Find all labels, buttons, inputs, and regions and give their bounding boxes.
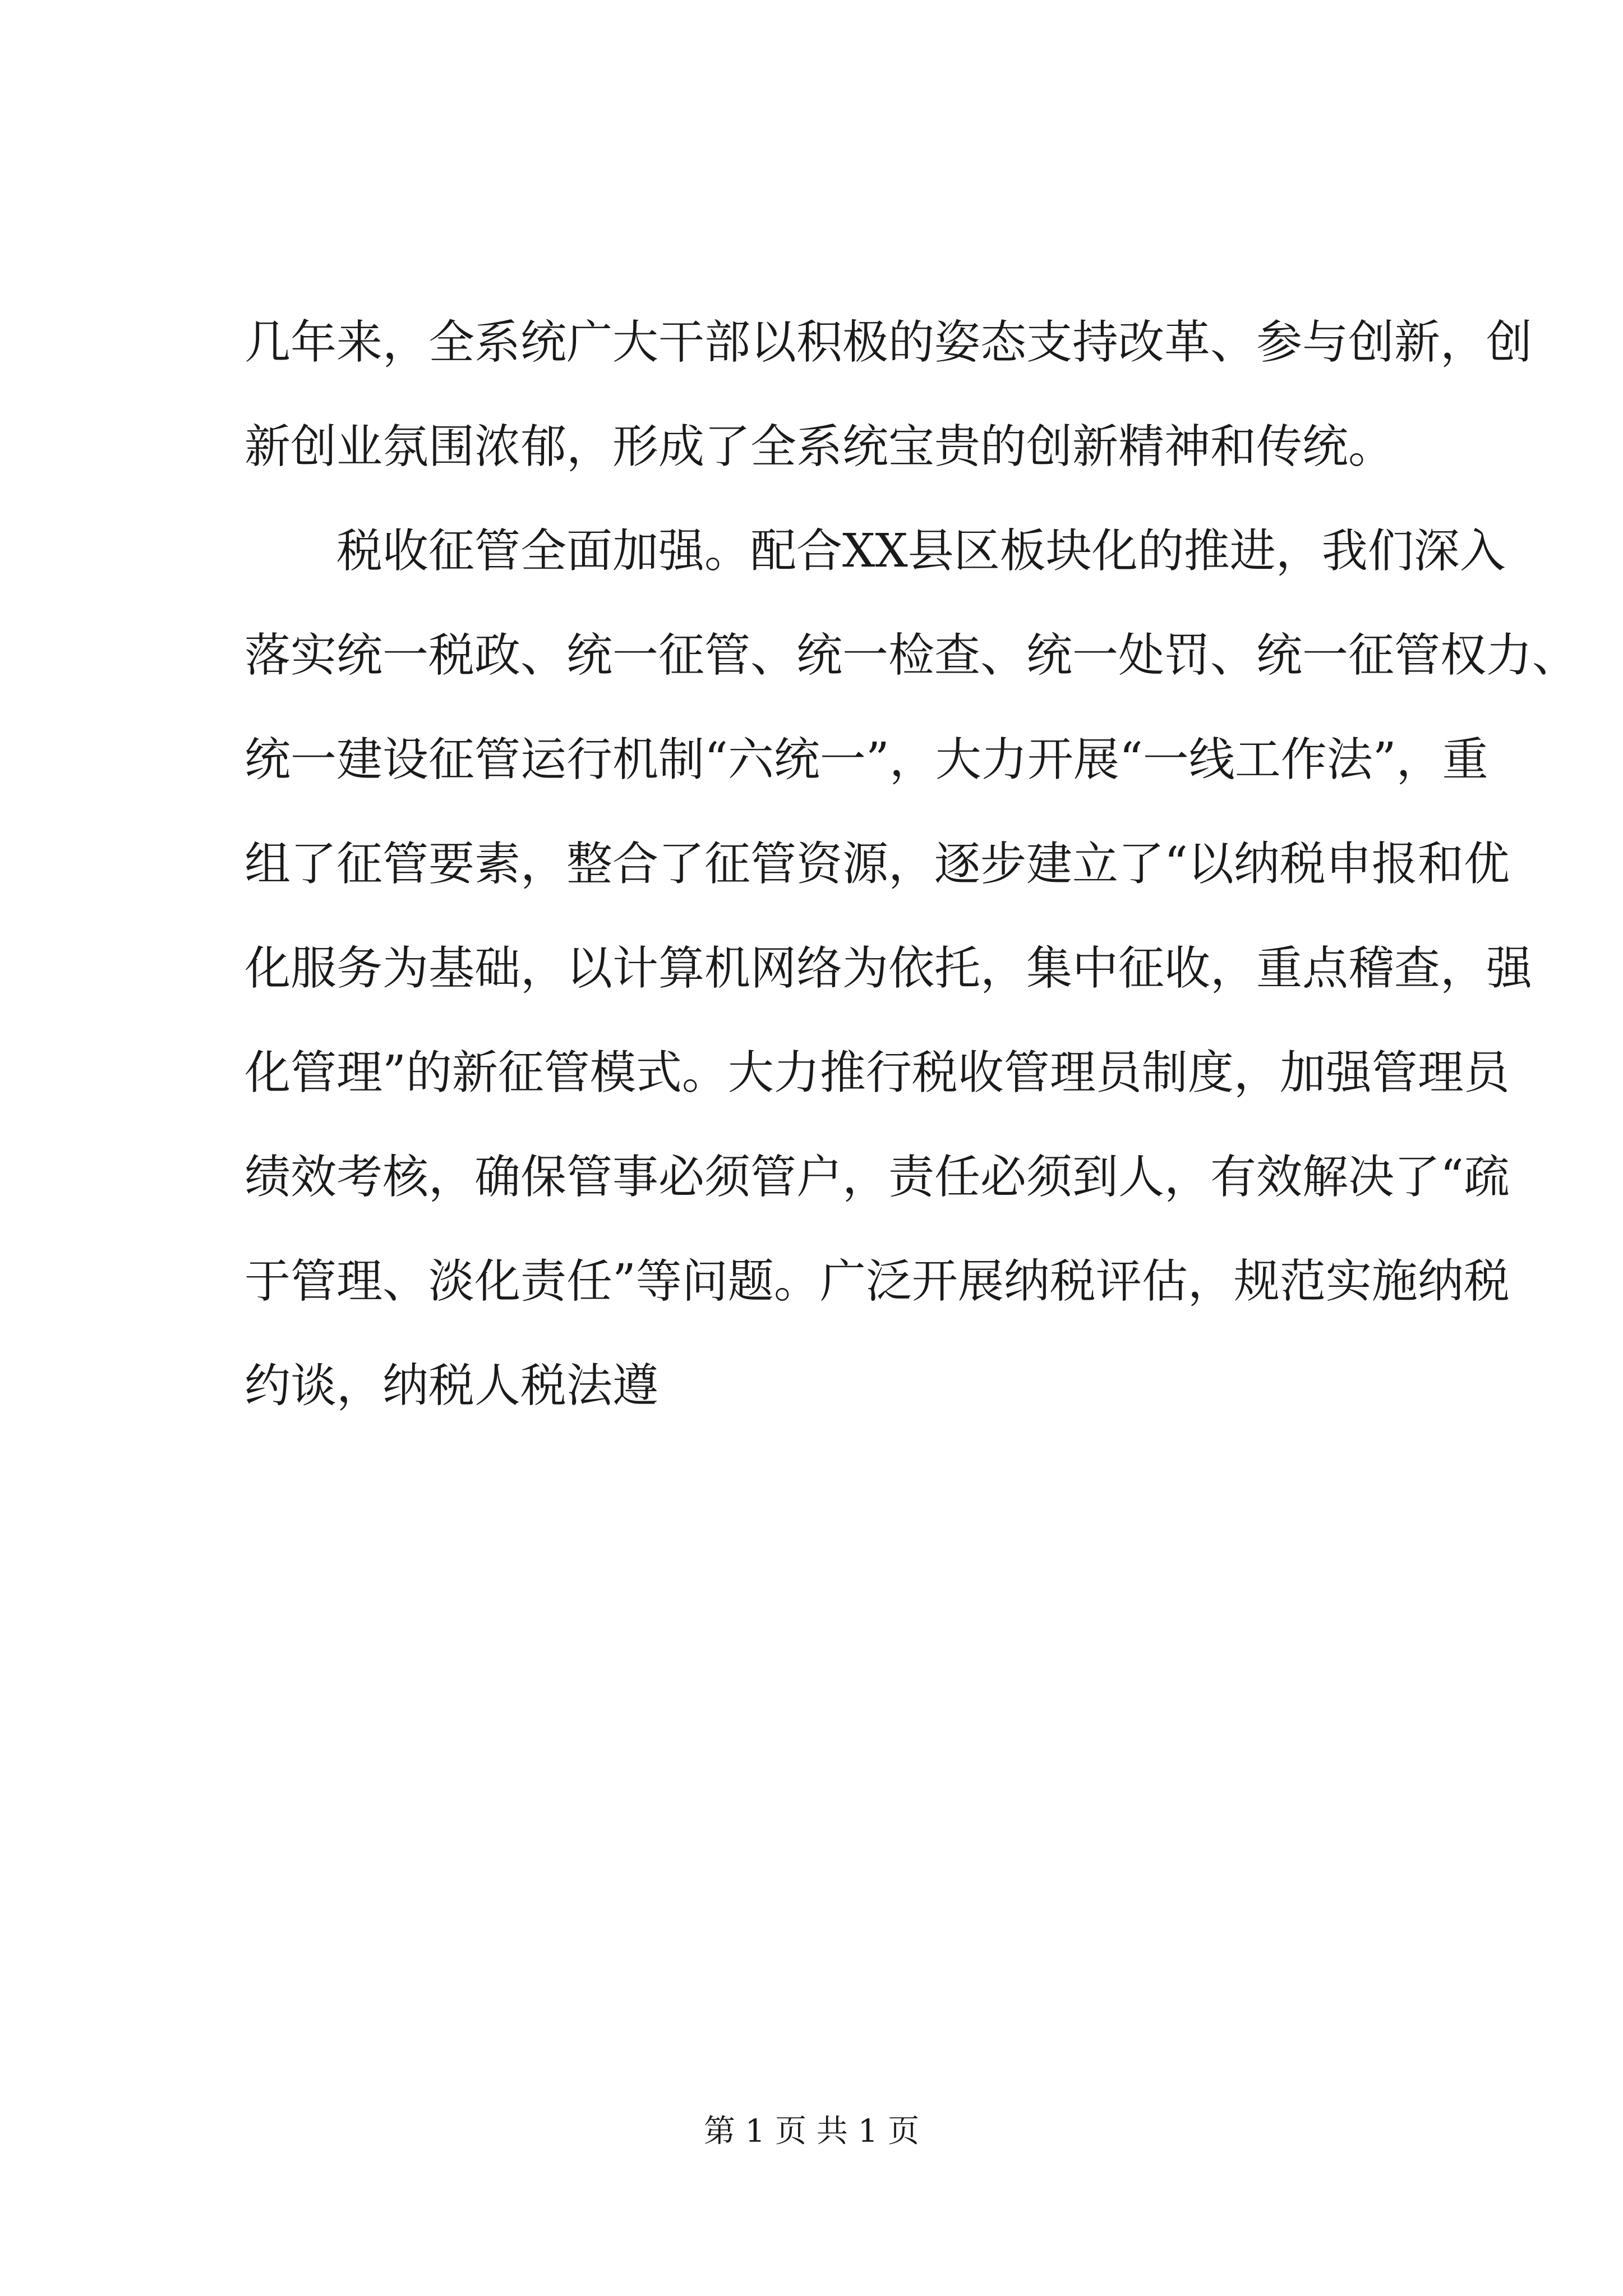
paragraph-2-line-5: 化服务为基础，以计算机网络为依托，集中征收，重点稽查，强 [245,942,1533,995]
body-text [245,291,1579,1438]
paragraph-2-line-9: 约谈，纳税人税法遵 [245,1359,659,1412]
paragraph-2-line-6: 化管理”的新征管模式。大力推行税收管理员制度，加强管理员 [245,1046,1510,1099]
paragraph-2-line-8: 于管理、淡化责任”等问题。广泛开展纳税评估，规范实施纳税 [245,1255,1510,1308]
page-footer: 第 1 页 共 1 页 [703,2113,920,2150]
paragraph-2-line-1: 税收征管全面加强。配合XX县区板块化的推进，我们深入 [336,524,1506,578]
paragraph-2-line-3: 统一建设征管运行机制“六统一”，大力开展“一线工作法”，重 [245,733,1488,786]
paragraph-2-line-2: 落实统一税政、统一征管、统一检查、统一处罚、统一征管权力、 [245,629,1579,682]
paragraph-2-line-4: 组了征管要素，整合了征管资源，逐步建立了“以纳税申报和优 [245,838,1510,891]
paragraph-2-line-7: 绩效考核，确保管事必须管户，责任必须到人，有效解决了“疏 [245,1151,1510,1204]
paragraph-1-line-2: 新创业氛围浓郁，形成了全系统宝贵的创新精神和传统。 [245,420,1395,473]
paragraph-1-line-1: 几年来，全系统广大干部以积极的姿态支持改革、参与创新，创 [245,316,1533,369]
